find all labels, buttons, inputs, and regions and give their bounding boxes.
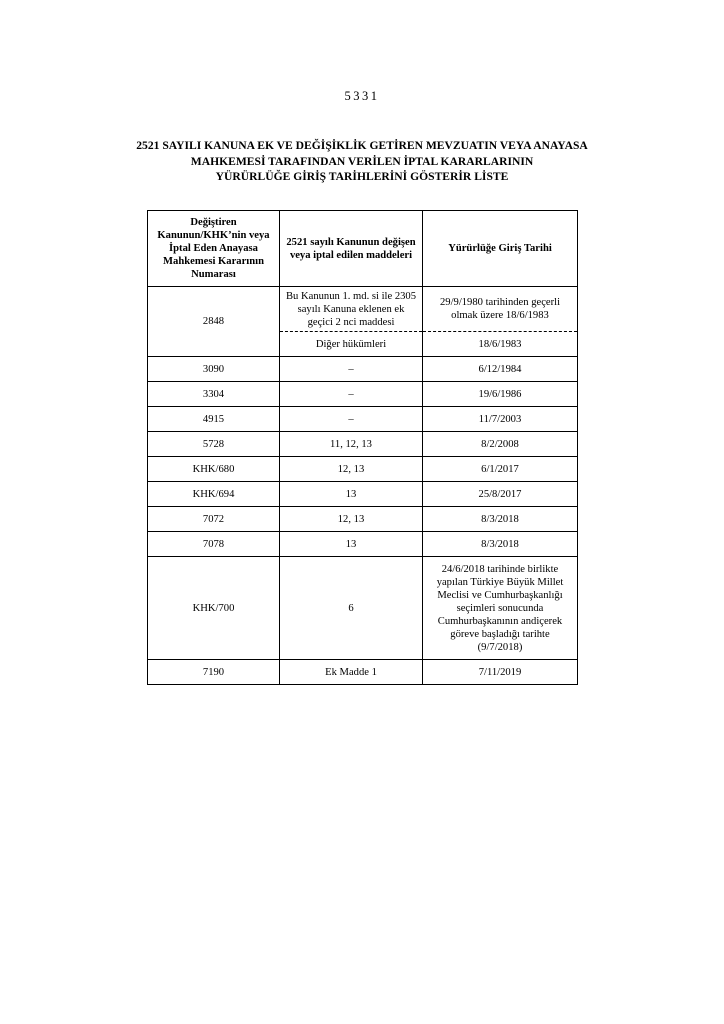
table-row	[148, 457, 578, 482]
cell-date: 25/8/2017	[423, 482, 578, 507]
table-row	[148, 660, 578, 685]
cell-date: 7/11/2019	[423, 660, 578, 685]
table-row	[148, 432, 578, 457]
cell-number: KHK/694	[148, 482, 280, 507]
cell-date: 8/3/2018	[423, 507, 578, 532]
table-row	[148, 382, 578, 407]
table-row	[148, 482, 578, 507]
header-articles: 2521 sayılı Kanunun değişen veya iptal edilen maddeleri	[280, 211, 423, 287]
cell-number: KHK/680	[148, 457, 280, 482]
effective-dates-table	[147, 210, 578, 685]
header-effective-date: Yürürlüğe Giriş Tarihi	[423, 211, 578, 287]
cell-number: KHK/700	[148, 557, 280, 660]
page-number: 5331	[344, 89, 380, 103]
cell-number: 3090	[148, 357, 280, 382]
cell-number: 4915	[148, 407, 280, 432]
table-header-row	[148, 211, 578, 287]
title-line-2: MAHKEMESİ TARAFINDAN VERİLEN İPTAL KARARLARININ	[190, 154, 534, 168]
title-line-1: 2521 SAYILI KANUNA EK VE DEĞİŞİKLİK GETİREN MEVZUATIN VEYA ANAYASA	[136, 139, 588, 152]
cell-articles: –	[280, 407, 423, 432]
cell-articles: 13	[280, 482, 423, 507]
cell-articles: 13	[280, 532, 423, 557]
table-row	[148, 287, 578, 332]
cell-number: 7072	[148, 507, 280, 532]
cell-date: 19/6/1986	[423, 382, 578, 407]
cell-articles: Bu Kanunun 1. md. si ile 2305 sayılı Kanuna eklenen ek geçici 2 nci maddesi	[280, 287, 423, 332]
cell-articles: Diğer hükümleri	[280, 332, 423, 357]
cell-date: 24/6/2018 tarihinde birlikte yapılan Türkiye Büyük Millet Meclisi ve Cumhurbaşkanlığı seçimleri sonucunda Cumhurbaşkanının andiçerek göreve başladığı tarihte (9/7/2018)	[423, 557, 578, 660]
table-row	[148, 557, 578, 660]
cell-articles: 11, 12, 13	[280, 432, 423, 457]
cell-date: 8/2/2008	[423, 432, 578, 457]
header-law-number: Değiştiren Kanunun/KHK’nin veya İptal Eden Anayasa Mahkemesi Kararının Numarası	[148, 211, 280, 287]
table-row	[148, 357, 578, 382]
cell-date: 6/1/2017	[423, 457, 578, 482]
cell-number: 7190	[148, 660, 280, 685]
cell-number: 2848	[148, 287, 280, 357]
cell-number: 3304	[148, 382, 280, 407]
cell-number: 7078	[148, 532, 280, 557]
cell-articles: –	[280, 357, 423, 382]
cell-date: 18/6/1983	[423, 332, 578, 357]
cell-articles: 6	[280, 557, 423, 660]
cell-articles: 12, 13	[280, 457, 423, 482]
cell-number: 5728	[148, 432, 280, 457]
cell-date: 29/9/1980 tarihinden geçerli olmak üzere 18/6/1983	[423, 287, 578, 332]
cell-articles: –	[280, 382, 423, 407]
table-row	[148, 507, 578, 532]
cell-date: 8/3/2018	[423, 532, 578, 557]
table-row	[148, 407, 578, 432]
table-row	[148, 532, 578, 557]
cell-articles: Ek Madde 1	[280, 660, 423, 685]
title-line-3: YÜRÜRLÜĞE GİRİŞ TARİHLERİNİ GÖSTERİR LİSTE	[215, 170, 509, 183]
cell-date: 6/12/1984	[423, 357, 578, 382]
cell-date: 11/7/2003	[423, 407, 578, 432]
document-title	[60, 138, 664, 185]
cell-articles: 12, 13	[280, 507, 423, 532]
